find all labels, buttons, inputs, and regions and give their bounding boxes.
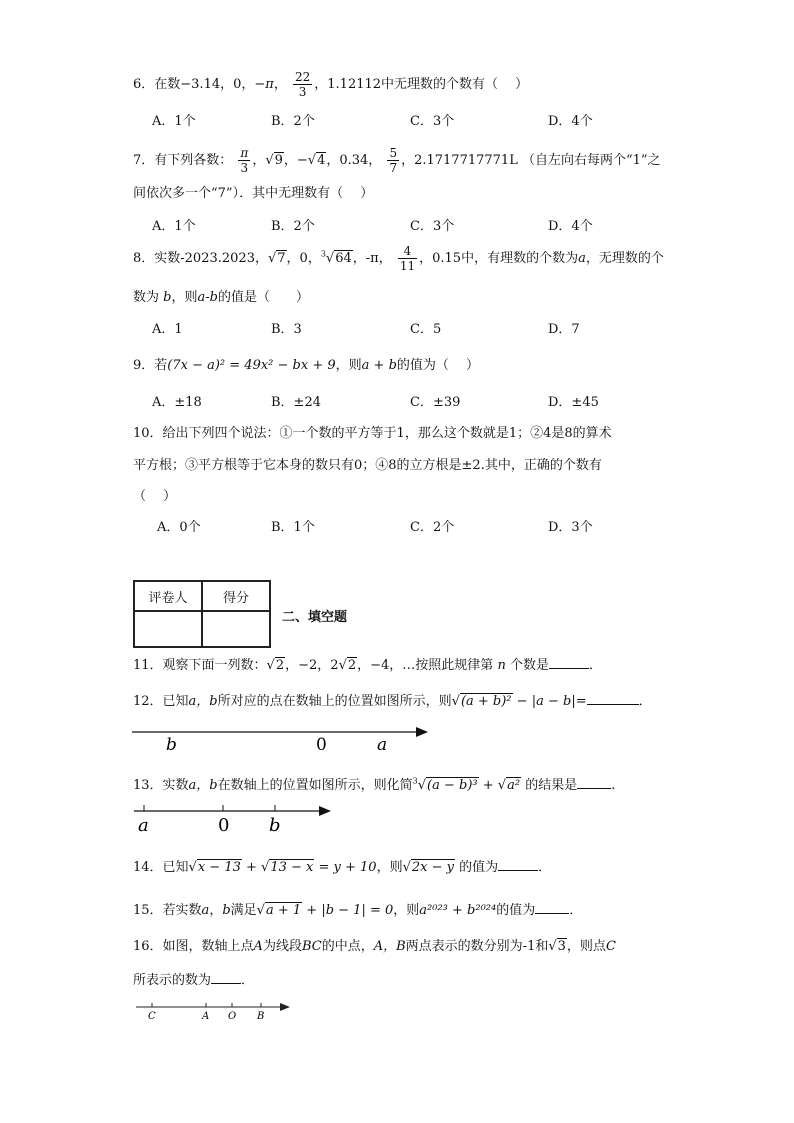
q11-sqrt2b: 2 (347, 658, 357, 673)
q13-cbrt-index: 3 (412, 776, 418, 786)
q16-line2: 所表示的数为 (133, 973, 212, 988)
q8-option-c: C．5 (410, 322, 442, 337)
q14-answer-blank[interactable] (498, 870, 538, 871)
q7-option-b: B．2个 (271, 219, 315, 234)
q15-then: ，则 (393, 903, 420, 918)
q15-r1: a + 1 (265, 903, 302, 918)
question-14: 14．已知√x − 13 + √13 − x = y + 10，则√2x − y 的值为 ． (133, 860, 552, 875)
q13-rad2: a² (507, 778, 521, 793)
q16-label-c: C (148, 1011, 156, 1022)
q7-f2-num: 5 (389, 146, 398, 160)
question-8: 8．实数-2023.2023，√7，0，$^3$√64，-π， $\frac{4}{11}$ ，0.15中，有理数的个数为a，无理数的个 (133, 244, 664, 273)
question-13: 13．实数a，b在数轴上的位置如图所示，则化简$^3$√(a − b)³ + √a² 的结果是 . (133, 776, 616, 793)
q16-axis-arrow (280, 1003, 290, 1011)
q12-answer-blank[interactable] (587, 704, 639, 705)
q8-zero: ，0， (286, 251, 321, 266)
q10-option-d: D．3个 (548, 520, 593, 535)
q11-lead: 11．观察下面一列数： (133, 658, 267, 673)
q16-line1-d: 两点表示的数分别为-1和 (405, 939, 549, 954)
q7-fraction-5-7 (387, 146, 399, 175)
q7-option-a: A．1个 (152, 219, 196, 234)
q12-number-line (130, 722, 430, 756)
q9-option-d: D．±45 (548, 395, 599, 410)
q9-option-b: B．±24 (271, 395, 321, 410)
q9-lead: 9．若 (133, 358, 168, 373)
q12-lead: 12．已知 (133, 694, 189, 709)
q12-minus: − (512, 694, 532, 709)
q16-label-a: A (202, 1011, 210, 1022)
score-table (133, 580, 271, 648)
q7-option-d: D．4个 (548, 219, 593, 234)
q10-option-b: B．1个 (271, 520, 315, 535)
q16-C: C (605, 939, 616, 954)
q10-line3: （ ） (133, 489, 177, 504)
q8-option-b: B．3 (271, 322, 302, 337)
q7-option-c: C．3个 (410, 219, 455, 234)
q15-abs: + |b − 1| = 0 (302, 903, 394, 918)
q14-plus: + (241, 860, 262, 875)
q16-sqrt3: 3 (557, 939, 566, 954)
q16-line1-e: ，则点 (566, 939, 606, 954)
q16-A: A (253, 939, 263, 954)
q16-line1-c: 的中点， (321, 939, 374, 954)
q6-option-c: C．3个 (410, 114, 455, 129)
q9-mid: ，则 (335, 358, 362, 373)
q12-end: ． (638, 694, 652, 709)
question-16-line2 (133, 969, 254, 988)
q6-option-d: D．4个 (548, 114, 593, 129)
q7-lead: 7．有下列各数： (133, 153, 233, 168)
q9-expr2: a + b (361, 358, 397, 373)
question-9 (133, 354, 479, 373)
q6-stem-a: 6．在数−3.14，0， (133, 77, 255, 92)
q14-r2: 13 − x (270, 860, 314, 875)
q12-mid: 所对应的点在数轴上的位置如图所示，则 (217, 694, 452, 709)
q7-f2-den: 7 (389, 161, 398, 175)
q15-var-b: b (222, 903, 231, 918)
q8-fraction (398, 244, 417, 273)
q14-r3: 2x − y (411, 860, 454, 875)
q13-axis-arrow (319, 806, 331, 816)
score-table-score-cell (202, 611, 270, 647)
q8-line2-a: 数为 (133, 290, 160, 305)
q8-option-a: A．1 (152, 322, 183, 337)
q15-answer-blank[interactable] (535, 913, 569, 914)
q16-line1-b: 为线段 (262, 939, 302, 954)
q6-fraction (293, 70, 312, 99)
q14-tail: 的值为 (459, 860, 499, 875)
q15-mid: 满足 (230, 903, 257, 918)
q11-answer-blank[interactable] (549, 668, 589, 669)
q7-line2: 间依次多一个“7”）．其中无理数有（ ） (133, 186, 374, 201)
question-15: 15．若实数a，b满足√a + 1 + |b − 1| = 0，则a²⁰²³ + b²⁰²⁴的值为 ． (133, 903, 583, 918)
q7-fraction-pi (238, 146, 250, 175)
q13-label-0: 0 (218, 815, 230, 836)
q13-lead: 13．实数 (133, 778, 189, 793)
q7-sqrt9: 9 (274, 153, 283, 168)
q13-plus: + (478, 778, 498, 793)
q15-var-a: a (201, 903, 210, 918)
q13-tail: 的结果是 (525, 778, 578, 793)
score-table-col1: 评卷人 (134, 581, 202, 611)
q13-label-b: b (269, 815, 281, 836)
q13-mid: 在数轴上的位置如图所示，则化简 (217, 778, 413, 793)
q16-end: ． (241, 973, 255, 988)
q16-label-o: O (228, 1011, 237, 1022)
q6-stem-b: ，1.12112中无理数的个数有（ ） (314, 77, 529, 92)
q14-eq: = y + 10 (314, 860, 377, 875)
q14-mid: ，则 (376, 860, 403, 875)
q12-rad: (a + b)² (460, 694, 512, 709)
q11-t4: ，−4，…按照此规律第 (357, 658, 494, 673)
q13-answer-blank[interactable] (577, 788, 611, 789)
q12-abs: |a − b| (531, 694, 576, 709)
q7-sqrt4: 4 (317, 153, 326, 168)
q13-number-line (130, 800, 334, 836)
question-12: 12．已知a，b所对应的点在数轴上的位置如图所示，则√(a + b)² − |a − b|= ． (133, 694, 652, 709)
q8-sqrt7: 7 (277, 251, 286, 266)
question-7: 7．有下列各数： $\frac{\pi}{3}$ ，√9，−√4，0.34， $\frac{5}{7}$ ，2.1717717771L （自左向右每两个“1”之 (133, 146, 661, 175)
q12-vars: a，b (188, 694, 218, 709)
q16-label-b: B (257, 1011, 265, 1022)
q7-f1-den: 3 (240, 161, 249, 175)
q6-option-b: B．2个 (271, 114, 315, 129)
q16-line1-a: 16．如图，数轴上点 (133, 939, 254, 954)
q11-t2: ，−2，2 (285, 658, 339, 673)
question-11: 11．观察下面一列数：√2，−2，2√2，−4，…按照此规律第 n 个数是 ． (133, 658, 602, 673)
q9-expr: (7x − a)² = 49x² − bx + 9 (167, 358, 336, 373)
q16-number-line (134, 999, 292, 1023)
q15-pow: a²⁰²³ + b²⁰²⁴ (419, 903, 497, 918)
q8-line2-c: 的值是（ ） (217, 290, 309, 305)
question-16-line1: 16．如图，数轴上点A为线段BC的中点，A，B两点表示的数分别为-1和√3，则点C (133, 939, 616, 954)
q15-tail: 的值为 (496, 903, 536, 918)
q13-end: . (611, 778, 616, 793)
q11-sqrt2: 2 (275, 658, 285, 673)
q6-neg-pi: −π (254, 77, 274, 92)
q12-label-0: 0 (316, 735, 327, 755)
q16-BC: BC (301, 939, 322, 954)
q16-answer-blank[interactable] (211, 983, 241, 984)
q10-line1: 10．给出下列四个说法：①一个数的平方等于1，那么这个数就是1；②4是8的算术 (133, 426, 612, 441)
q10-line2: 平方根；③平方根等于它本身的数只有0；④8的立方根是±2.其中，正确的个数有 (133, 458, 602, 473)
q8-lead: 8．实数-2023.2023， (133, 251, 268, 266)
q11-end: ． (588, 658, 602, 673)
score-table-col2: 得分 (202, 581, 270, 611)
q11-tail: 个数是 (509, 658, 549, 673)
q15-lead: 15．若实数 (133, 903, 202, 918)
q13-rad1: (a − b)³ (427, 778, 478, 793)
q8-frac-num: 4 (398, 244, 417, 259)
q14-r1: x − 13 (197, 860, 241, 875)
q8-cbrt64: 64 (335, 251, 352, 266)
q6-frac-den: 3 (298, 85, 307, 99)
q10-option-c: C．2个 (410, 520, 455, 535)
q6-frac-num: 22 (294, 70, 311, 84)
q15-comma: ， (209, 903, 223, 918)
q8-neg-pi: ，-π， (352, 251, 392, 266)
q8-tail2: ，无理数的个 (585, 251, 664, 266)
q7-f1-num: π (240, 146, 249, 160)
section-title: 二、填空题 (282, 610, 348, 625)
q6-option-a: A．1个 (152, 114, 196, 129)
q12-eq: = (575, 694, 587, 709)
q6-comma: ， (273, 77, 287, 92)
q10-option-a: A．0个 (157, 520, 201, 535)
q8-tail: ，0.15中，有理数的个数为 (419, 251, 579, 266)
q8-option-d: D．7 (548, 322, 580, 337)
q15-end: ． (569, 903, 583, 918)
q9-option-a: A．±18 (152, 395, 202, 410)
score-table-grader-cell (134, 611, 202, 647)
q12-label-a: a (377, 735, 388, 755)
q11-var-n: n (497, 658, 506, 673)
q7-tail: ，2.1717717771L （自左向右每两个“1”之 (401, 153, 661, 168)
q9-option-c: C．±39 (410, 395, 461, 410)
q13-vars: a，b (188, 778, 218, 793)
q8-var-b: b (163, 290, 172, 305)
q13-label-a: a (138, 815, 149, 836)
q8-cbrt-index: 3 (320, 249, 326, 259)
question-6 (133, 70, 528, 99)
q14-lead: 14．已知 (133, 860, 189, 875)
q7-mid: ，0.34， (326, 153, 382, 168)
q8-line2-b: ，则 (171, 290, 198, 305)
q8-frac-den: 11 (399, 259, 416, 273)
q14-end: ． (538, 860, 552, 875)
q12-label-b: b (166, 735, 177, 755)
q8-line2 (133, 286, 309, 305)
q8-expr: a-b (197, 290, 218, 305)
q8-var-a: a (578, 251, 586, 266)
q16-AB: A，B (373, 939, 406, 954)
q9-tail: 的值为（ ） (396, 358, 480, 373)
q12-axis-arrow (416, 727, 428, 737)
